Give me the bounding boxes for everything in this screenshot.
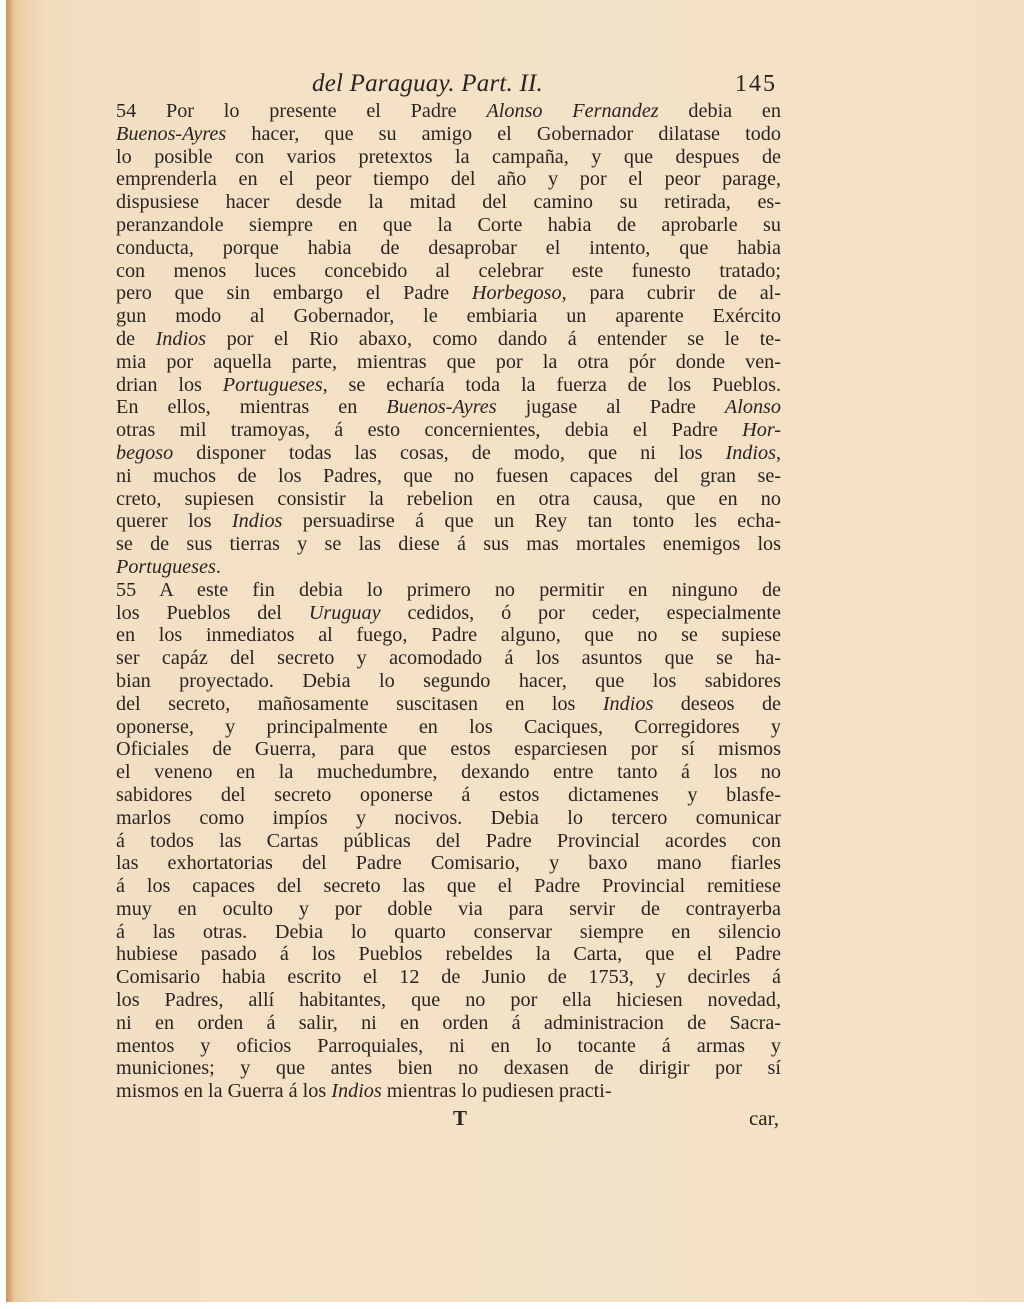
text-run: Oficiales de Guerra, para que estos esparciesen por sí mismos <box>116 738 781 761</box>
text-run: conducta, porque habia de desaprobar el intento, que habia <box>116 236 781 259</box>
text-line <box>116 1035 781 1058</box>
text-run: emprenderla en el peor tiempo del año y por el peor parage, <box>116 168 781 191</box>
text-line <box>116 966 781 989</box>
text-run: ni en orden á salir, ni en orden á administracion de Sacra- <box>116 1011 781 1034</box>
text-run: mismos en la Guerra á los <box>116 1080 332 1103</box>
signature-mark: T <box>453 1106 468 1131</box>
text-line <box>116 396 781 419</box>
text-line <box>116 647 781 670</box>
text-run: los Pueblos del <box>116 601 309 624</box>
body-text <box>116 100 781 1103</box>
page-number: 145 <box>735 71 777 97</box>
text-run: jugase al Padre <box>496 396 725 419</box>
text-run: En ellos, mientras en <box>116 396 387 419</box>
text-line <box>116 989 781 1012</box>
running-title: del Paraguay. Part. II. <box>312 70 543 97</box>
text-run: mia por aquella parte, mientras que por la otra pór donde ven- <box>116 350 781 373</box>
text-line <box>116 921 781 944</box>
text-line <box>116 898 781 921</box>
text-line <box>116 830 781 853</box>
italic-text: begoso <box>116 441 174 464</box>
italic-text: Buenos-Ayres <box>386 396 497 419</box>
text-run: otras mil tramoyas, á esto concernientes, debia el Padre <box>116 419 743 442</box>
text-line <box>116 784 781 807</box>
text-run: ni muchos de los Padres, que no fuesen capaces del gran se- <box>116 464 781 487</box>
text-line <box>116 123 781 146</box>
page-footer <box>116 1105 781 1131</box>
catchword: car, <box>748 1106 779 1131</box>
text-run: dispusiese hacer desde la mitad del camino su retirada, es- <box>116 191 781 214</box>
text-line <box>116 875 781 898</box>
text-run: municiones; y que antes bien no dexasen de dirigir por sí <box>116 1057 781 1080</box>
italic-text: Uruguay <box>308 601 381 624</box>
text-line <box>116 693 781 716</box>
text-line <box>116 624 781 647</box>
text-run: deseos de <box>653 692 781 715</box>
text-line <box>116 168 781 191</box>
text-line <box>116 100 781 123</box>
text-line <box>116 488 781 511</box>
italic-text: Portugueses <box>222 373 323 396</box>
text-run: mentos y oficios Parroquiales, ni en lo tocante á armas y <box>116 1034 781 1057</box>
text-run: los Padres, allí habitantes, que no por ella hiciesen novedad, <box>116 989 781 1012</box>
italic-text: Indios <box>155 327 207 350</box>
text-run: lo posible con varios pretextos la campaña, y que despues de <box>116 145 781 168</box>
text-line <box>116 282 781 305</box>
text-line <box>116 328 781 351</box>
text-run: de <box>116 327 156 350</box>
text-line <box>116 533 781 556</box>
text-line <box>116 419 781 442</box>
text-run: peranzandole siempre en que la Corte habia de aprobarle su <box>116 213 781 236</box>
text-run: , <box>775 441 781 464</box>
running-head <box>116 68 781 100</box>
text-run: , para cubrir de al- <box>561 282 781 305</box>
text-run: querer los <box>116 510 232 533</box>
text-run: disponer todas las cosas, de modo, que ni los <box>173 441 726 464</box>
text-line <box>116 191 781 214</box>
text-run: mientras lo pudiesen practi- <box>381 1080 612 1103</box>
text-run: por el Rio abaxo, como dando á entender se le te- <box>206 327 781 350</box>
text-line <box>116 761 781 784</box>
text-run: el veneno en la muchedumbre, dexando entre tanto á los no <box>116 761 781 784</box>
text-run: con menos luces concebido al celebrar este funesto tratado; <box>116 259 781 282</box>
text-line <box>116 260 781 283</box>
text-run: á las otras. Debia lo quarto conservar siempre en silencio <box>116 920 781 943</box>
text-line <box>116 852 781 875</box>
text-line <box>116 716 781 739</box>
text-run: drian los <box>116 373 223 396</box>
text-run: las exhortatorias del Padre Comisario, y baxo mano fiarles <box>116 852 781 875</box>
italic-text: Horbegoso <box>471 282 562 305</box>
text-line <box>116 1080 781 1103</box>
text-run: sabidores del secreto oponerse á estos dictamenes y blasfe- <box>116 783 781 806</box>
paragraph-54 <box>116 100 781 579</box>
text-line <box>116 214 781 237</box>
text-run: á todos las Cartas públicas del Padre Provincial acordes con <box>116 829 781 852</box>
italic-text: Alonso <box>724 396 781 419</box>
text-line <box>116 1057 781 1080</box>
text-run: oponerse, y principalmente en los Caciques, Corregidores y <box>116 715 781 738</box>
text-line <box>116 305 781 328</box>
text-run: 55 A este fin debia lo primero no permitir en ninguno de <box>116 578 781 601</box>
paragraph-55 <box>116 579 781 1103</box>
italic-text: Indios <box>602 692 654 715</box>
italic-text: Buenos-Ayres <box>116 122 227 145</box>
text-line <box>116 351 781 374</box>
text-run: bian proyectado. Debia lo segundo hacer, que los sabidores <box>116 669 781 692</box>
text-run: marlos como impíos y nocivos. Debia lo tercero comunicar <box>116 806 781 829</box>
text-line <box>116 943 781 966</box>
text-line <box>116 602 781 625</box>
text-run: cedidos, ó por ceder, especialmente <box>380 601 781 624</box>
text-run: pero que sin embargo el Padre <box>116 282 472 305</box>
italic-text: Indios <box>725 441 776 464</box>
text-run: hacer, que su amigo el Gobernador dilatase todo <box>226 122 781 145</box>
text-run: ser capáz del secreto y acomodado á los asuntos que se ha- <box>116 647 781 670</box>
text-line <box>116 807 781 830</box>
text-line <box>116 465 781 488</box>
italic-text: Alonso Fernandez <box>486 100 659 122</box>
text-run: gun modo al Gobernador, le embiaria un aparente Exército <box>116 305 781 328</box>
text-run: hubiese pasado á los Pueblos rebeldes la Carta, que el Padre <box>116 943 781 966</box>
text-line <box>116 556 781 579</box>
text-run: se de sus tierras y se las diese á sus mas mortales enemigos los <box>116 533 781 556</box>
text-line <box>116 579 781 602</box>
text-run: en los inmediatos al fuego, Padre alguno, que no se supiese <box>116 624 781 647</box>
text-line <box>116 738 781 761</box>
text-line <box>116 442 781 465</box>
text-run: . <box>215 555 221 578</box>
text-run: , se echaría toda la fuerza de los Pueblos. <box>322 373 781 396</box>
text-line <box>116 237 781 260</box>
italic-text: Hor- <box>742 419 781 442</box>
book-page <box>116 68 781 1131</box>
text-run: debia en <box>658 100 781 122</box>
text-run: muy en oculto y por doble via para servir de contrayerba <box>116 897 781 920</box>
text-run: persuadirse á que un Rey tan tonto les echa- <box>282 510 781 533</box>
italic-text: Portugueses <box>116 555 216 578</box>
text-line <box>116 510 781 533</box>
text-run: á los capaces del secreto las que el Padre Provincial remitiese <box>116 875 781 898</box>
italic-text: Indios <box>331 1080 382 1103</box>
text-line <box>116 146 781 169</box>
text-run: del secreto, mañosamente suscitasen en los <box>116 692 603 715</box>
text-line <box>116 670 781 693</box>
text-run: 54 Por lo presente el Padre <box>116 100 487 122</box>
text-line <box>116 1012 781 1035</box>
text-run: Comisario habia escrito el 12 de Junio de 1753, y decirles á <box>116 966 781 989</box>
text-run: creto, supiesen consistir la rebelion en otra causa, que en no <box>116 487 781 510</box>
italic-text: Indios <box>231 510 283 533</box>
text-line <box>116 374 781 397</box>
